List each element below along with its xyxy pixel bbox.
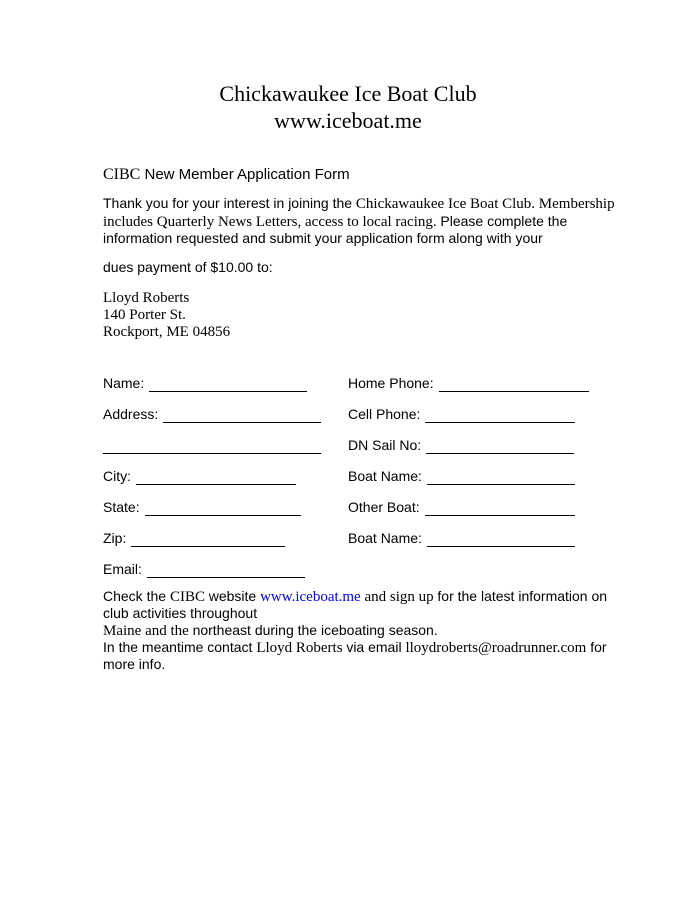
intro-line3-sans: information requested and submit your application form along with your (103, 230, 543, 246)
footer-lloyd-text: Lloyd Roberts (256, 640, 347, 656)
intro-line1-sans: Thank you for your interest in joining the (103, 195, 356, 211)
email-blank-line (147, 562, 305, 578)
field-row-cell-phone (348, 406, 589, 423)
club-website-title: www.iceboat.me (274, 108, 422, 133)
footer-signup-text: and sign up (360, 589, 438, 605)
intro-paragraph (103, 195, 623, 248)
mailing-street: 140 Porter St. (103, 307, 186, 323)
zip-label: Zip: (103, 530, 127, 546)
mailing-name: Lloyd Roberts (103, 290, 190, 306)
document-title (0, 80, 696, 134)
dn-sail-no-label: DN Sail No: (348, 437, 422, 453)
footer-website-text: website (208, 588, 261, 604)
boat-name-2-blank-line (427, 531, 575, 547)
footer-more-info-text: more info. (103, 656, 166, 672)
name-label: Name: (103, 375, 145, 391)
boat-name-2-label: Boat Name: (348, 530, 422, 546)
dues-line: dues payment of $10.00 to: (103, 259, 273, 275)
field-row-other-boat (348, 499, 589, 516)
boat-name-1-label: Boat Name: (348, 468, 422, 484)
form-heading (103, 158, 350, 186)
cell-phone-label: Cell Phone: (348, 406, 421, 422)
iceboat-website-link[interactable]: www.iceboat.me (260, 589, 361, 605)
footer-check-text: Check the (103, 588, 170, 604)
field-row-city (103, 468, 321, 485)
intro-line2-serif: includes Quarterly News Letters, access to local racing. (103, 213, 441, 230)
address-continued-blank-line (103, 438, 321, 454)
footer-cibc-text: CIBC (169, 589, 209, 605)
field-row-dn-sail-no (348, 437, 589, 454)
mailing-address (103, 290, 230, 341)
home-phone-blank-line (439, 376, 589, 392)
other-boat-blank-line (425, 500, 575, 516)
field-row-home-phone (348, 375, 589, 392)
cell-phone-blank-line (425, 407, 575, 423)
zip-blank-line (131, 531, 285, 547)
field-row-boat-name-2 (348, 530, 589, 547)
footer-latest-text: for the latest information on (437, 588, 608, 604)
field-row-state (103, 499, 321, 516)
footer-northeast-text: northeast during the iceboating season. (192, 622, 438, 638)
address-label: Address: (103, 406, 159, 422)
footer-for-text: for (586, 639, 607, 655)
form-heading-text: New Member Application Form (140, 166, 350, 183)
footer-via-email-text: via email (346, 639, 406, 655)
form-right-column (348, 375, 589, 561)
field-row-name (103, 375, 321, 392)
other-boat-label: Other Boat: (348, 499, 420, 515)
form-heading-prefix: CIBC (103, 166, 141, 183)
state-label: State: (103, 499, 140, 515)
intro-line1-serif: Chickawaukee Ice Boat Club. Membership (355, 196, 615, 212)
club-name-title: Chickawaukee Ice Boat Club (219, 81, 477, 106)
mailing-city-state-zip: Rockport, ME 04856 (103, 324, 231, 340)
city-label: City: (103, 468, 131, 484)
field-row-email (103, 561, 321, 578)
field-row-address (103, 406, 321, 423)
field-row-address-continued (103, 437, 321, 454)
boat-name-1-blank-line (427, 469, 575, 485)
footer-maine-text: Maine and the (103, 623, 193, 639)
home-phone-label: Home Phone: (348, 375, 434, 391)
city-blank-line (136, 469, 296, 485)
dn-sail-no-blank-line (426, 438, 574, 454)
footer-club-activities-text: club activities throughout (103, 605, 258, 621)
field-row-zip (103, 530, 321, 547)
footer-paragraph (103, 588, 643, 673)
email-label: Email: (103, 561, 142, 577)
state-blank-line (145, 500, 301, 516)
form-left-column (103, 375, 321, 592)
field-row-boat-name-1 (348, 468, 589, 485)
footer-meantime-text: In the meantime contact (103, 639, 257, 655)
footer-email-address-text: lloydroberts@roadrunner.com (405, 640, 587, 656)
name-blank-line (149, 376, 307, 392)
address-blank-line (163, 407, 321, 423)
intro-line2-sans: Please complete the (440, 212, 568, 229)
